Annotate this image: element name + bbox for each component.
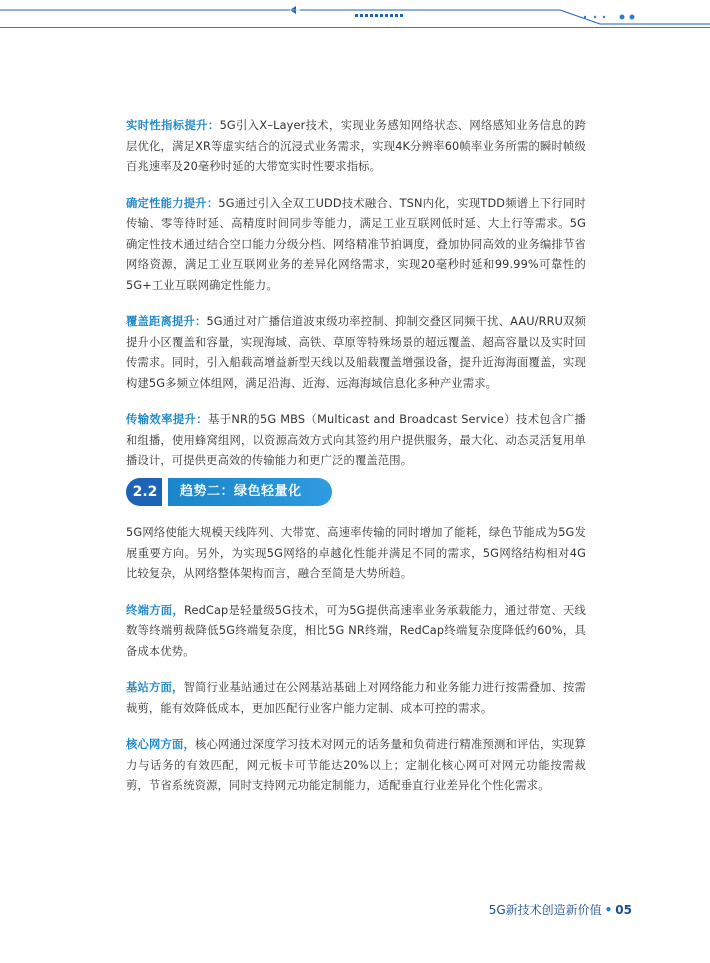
paragraph-text: 核心网通过深度学习技术对网元的话务量和负荷进行精准预测和评估，实现算力与话务的有效匹配，网元板卡可节能达20%以上；定制化核心网可对网元功能按需裁剪，节省系统资源，同时支持网元功能定制能力，适配垂直行业差异化个性化需求。 [126, 738, 586, 792]
footer-title: 5G新技术创造新价值 [488, 903, 602, 917]
paragraph-terminal [126, 601, 586, 663]
paragraph-lead: 终端方面， [126, 603, 185, 617]
paragraph-text: 5G通过引入全双工UDD技术融合、TSN内化，实现TDD频谱上下行同时传输、零等待时延、高精度时间同步等能力，满足工业互联网低时延、大上行等需求。5G确定性技术通过结合空口能力分级分档、网络精准节拍调度，叠加协同高效的业务编排节省网络资源，满足工业互联网业务的差异化网络需求，实现20毫秒时延和99.99%可靠性的5G+工业互联网确定性能力。 [126, 196, 586, 292]
paragraph-lead: 确定性能力提升： [126, 196, 219, 210]
green-lightweight-section [126, 523, 586, 813]
paragraph-transmission [126, 410, 586, 472]
paragraph-lead: 传输效率提升： [126, 413, 208, 426]
paragraph-text: 5G通过对广播信道波束级功率控制、抑制交叠区同频干扰、AAU/RRU双频提升小区覆盖和容量，实现海域、高铁、草原等特殊场景的超远覆盖、超高容量以及实时回传需求。同时，引入船载高增益新型天线以及船载覆盖增强设备，提升近海海面覆盖，实现构建5G多频立体组网，满足沿海、近海、远海海域信息化多种产业需求。 [126, 315, 586, 390]
paragraph-base-station [126, 678, 586, 719]
paragraph-lead: 核心网方面， [126, 738, 196, 751]
paragraph-lead: 实时性指标提升： [126, 119, 220, 132]
page-footer [489, 901, 632, 918]
paragraph-lead: 基站方面， [126, 681, 184, 694]
paragraph-text: RedCap是轻量级5G技术，可为5G提供高速率业务承载能力，通过带宽、天线数等终端剪裁降低5G终端复杂度，相比5G NR终端，RedCap终端复杂度降低约60%，具备成本优势。 [126, 603, 586, 658]
section-heading [126, 478, 332, 506]
section-title: 趋势二：绿色轻量化 [168, 478, 332, 506]
paragraph-text: 智简行业基站通过在公网基站基础上对网络能力和业务能力进行按需叠加、按需裁剪，能有效降低成本，更加匹配行业客户能力定制、成本可控的需求。 [126, 681, 586, 715]
header-decoration [0, 0, 710, 28]
page-number: 05 [615, 903, 632, 917]
paragraph-coverage [126, 312, 586, 394]
paragraph-core-network [126, 735, 586, 797]
section-number: 2.2 [126, 478, 164, 506]
performance-section [126, 116, 586, 488]
paragraph-intro: 5G网络使能大规模天线阵列、大带宽、高速率传输的同时增加了能耗，绿色节能成为5G发展重要方向。另外，为实现5G网络的卓越化性能并满足不同的需求，5G网络结构相对4G比较复杂，从网络整体架构而言，融合至简是大势所趋。 [126, 526, 586, 580]
paragraph-determinism [126, 194, 586, 297]
paragraph-lead: 覆盖距离提升： [126, 315, 207, 328]
footer-separator: • [604, 903, 613, 917]
paragraph-realtime [126, 116, 586, 178]
header-ornament-icon [0, 0, 710, 28]
paragraph-text: 5G引入X–Layer技术，实现业务感知网络状态、网络感知业务信息的跨层优化，满足XR等虚实结合的沉浸式业务需求，实现4K分辨率60帧率业务所需的瞬时帧级百兆速率及20毫秒时延的大带宽实时性要求指标。 [126, 119, 587, 173]
paragraph-text: 基于NR的5G MBS（Multicast and Broadcast Service）技术包含广播和组播，使用蜂窝组网，以资源高效方式向其签约用户提供服务，最大化、动态灵活复用单播设计，可提供更高效的传输能力和更广泛的覆盖范围。 [126, 413, 586, 467]
